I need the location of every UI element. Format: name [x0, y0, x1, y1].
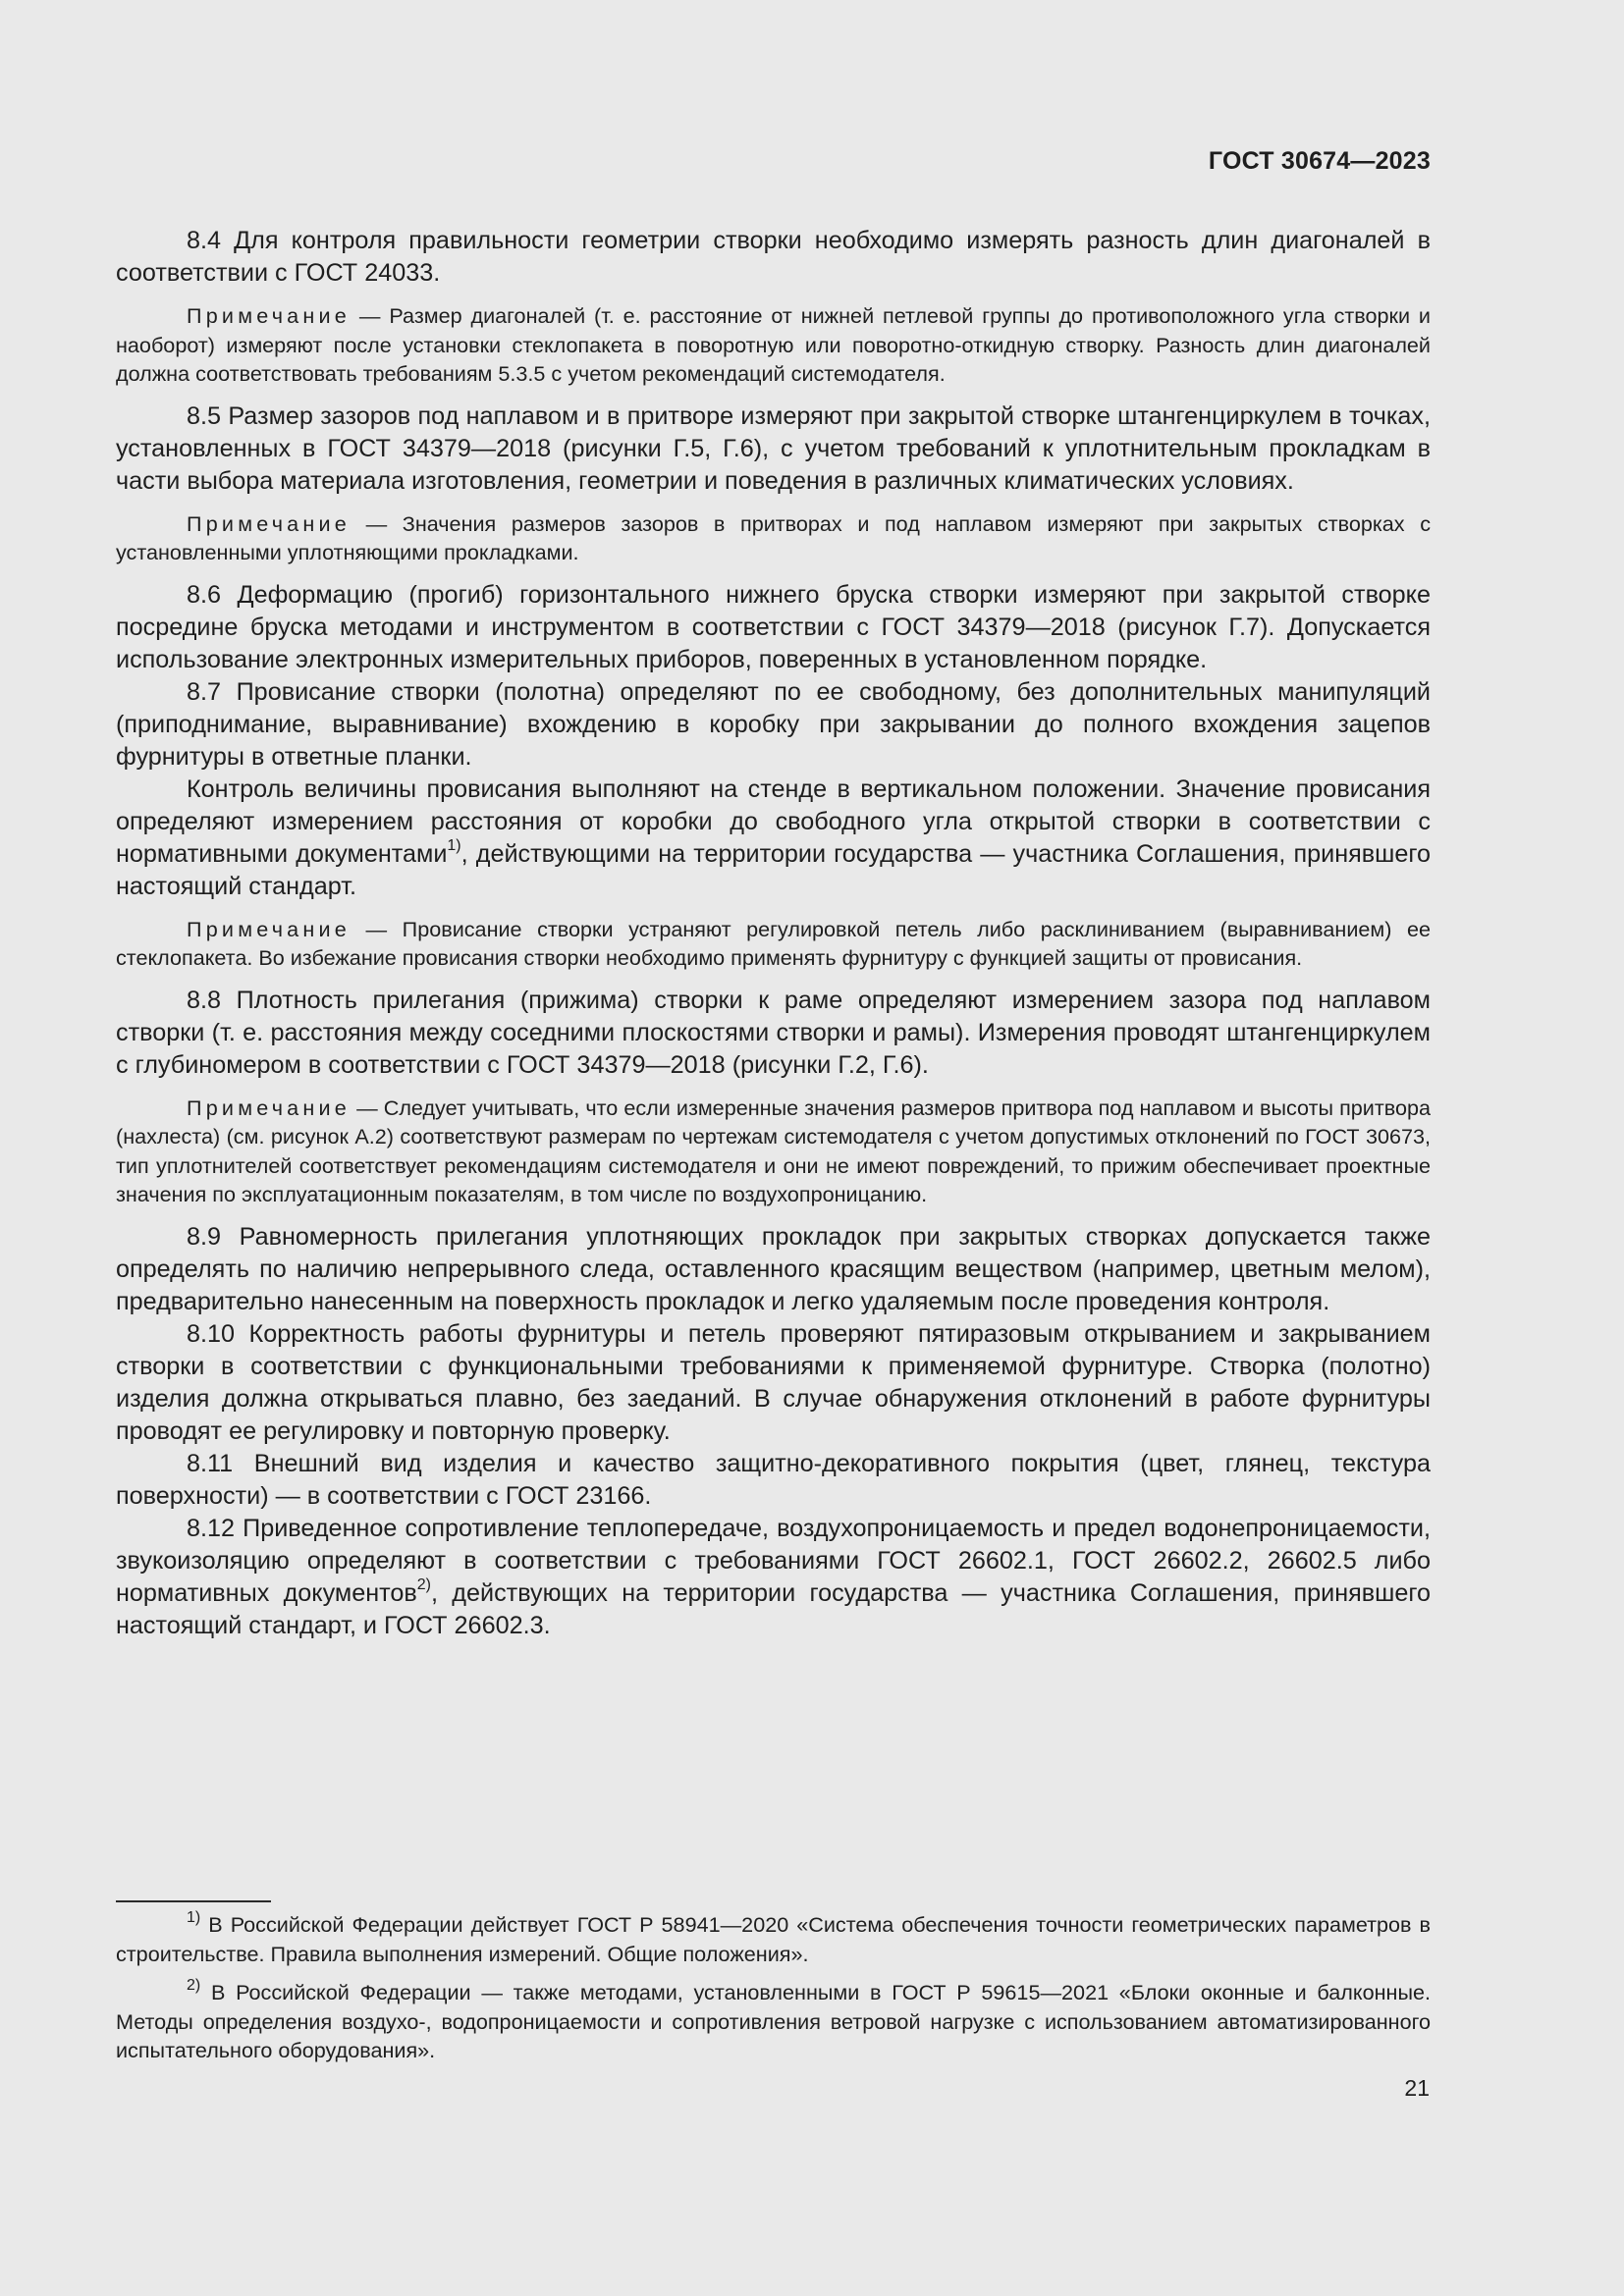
page-number: 21 — [1404, 2075, 1430, 2101]
note-text: — Размер диагоналей (т. е. расстояние от нижней петлевой группы до противоположного угла створки и наоборот) измеряют после установки стеклопакета в поворотную или поворотно-откидную створку. Разность длин диагоналей должна соответствовать требованиям 5.3.5 с учетом рекомендаций системодателя. — [116, 303, 1431, 386]
note-label: Примечание — [187, 303, 351, 328]
note-8-7 — [116, 915, 1431, 973]
paragraph-text: 8.12 Приведенное сопротивление теплопередаче, воздухопроницаемость и предел водонепроницаемости, звукоизоляцию определяют в соответствии с требованиями ГОСТ 26602.1, ГОСТ 26602.2, 26602.5 либо нормативных документов — [116, 1514, 1431, 1607]
paragraph-8-4: 8.4 Для контроля правильности геометрии створки необходимо измерять разность длин диагоналей в соответствии с ГОСТ 24033. — [116, 227, 1431, 287]
note-label: Примечание — [187, 1095, 351, 1120]
footnote-ref-1: 1) — [447, 837, 461, 855]
note-text: — Следует учитывать, что если измеренные значения размеров притвора под наплавом и высоты притвора (нахлеста) (см. рисунок А.2) соответствуют размерам по чертежам системодателя с учетом допустимых отклонений по ГОСТ 30673, тип уплотнителей соответствует рекомендациям системодателя и они не имеют повреждений, то прижим обеспечивает проектные значения по эксплуатационным показателям, в том числе по воздухопроницанию. — [116, 1095, 1431, 1206]
note-8-4 — [116, 301, 1431, 389]
main-content — [116, 225, 1431, 1642]
note-8-8 — [116, 1094, 1431, 1209]
paragraph-8-12 — [116, 1513, 1431, 1642]
footnote-text: В Российской Федерации — также методами, установленными в ГОСТ Р 59615—2021 «Блоки оконные и балконные. Методы определения воздухо-, водопроницаемости и сопротивления ветровой нагрузке с использованием автоматизированного испытательного оборудования». — [116, 1980, 1431, 2062]
paragraph-8-7-continued — [116, 774, 1431, 903]
footnote-ref-2: 2) — [416, 1576, 432, 1594]
footnote-mark-1: 1) — [187, 1908, 201, 1926]
footnotes — [116, 1900, 1431, 2065]
footnote-text: В Российской Федерации действует ГОСТ Р 58941—2020 «Система обеспечения точности геометрических параметров в строительстве. Правила выполнения измерений. Общие положения». — [116, 1912, 1431, 1966]
paragraph-text: , действующих на территории государства — участника Соглашения, принявшего настоящий стандарт, и ГОСТ 26602.3. — [116, 1578, 1432, 1639]
paragraph-text: , действующими на территории государства — участника Соглашения, принявшего настоящий стандарт. — [116, 839, 1432, 900]
paragraph-8-7: 8.7 Провисание створки (полотна) определяют по ее свободному, без дополнительных манипуляций (приподнимание, выравнивание) вхождению в коробку при закрывании до полного вхождения зацепов фурнитуры в ответные планки. — [116, 677, 1431, 771]
paragraph-8-6: 8.6 Деформацию (прогиб) горизонтального нижнего бруска створки измеряют при закрытой створке посредине бруска методами и инструментом в соответствии с ГОСТ 34379—2018 (рисунок Г.7). Допускается использование электронных измерительных приборов, поверенных в установленном порядке. — [116, 580, 1431, 673]
footnote-1 — [116, 1910, 1431, 1968]
paragraph-8-9: 8.9 Равномерность прилегания уплотняющих прокладок при закрытых створках допускается также определять по наличию непрерывного следа, оставленного красящим веществом (например, цветным мелом), предварительно нанесенным на поверхность прокладок и легко удаляемым после проведения контроля. — [116, 1222, 1431, 1315]
paragraph-8-10: 8.10 Корректность работы фурнитуры и петель проверяют пятиразовым открыванием и закрыванием створки в соответствии с функциональными требованиями к применяемой фурнитуре. Створка (полотно) изделия должна открываться плавно, без заеданий. В случае обнаружения отклонений в работе фурнитуры проводят ее регулировку и повторную проверку. — [116, 1319, 1431, 1445]
note-label: Примечание — [187, 510, 351, 536]
document-code-header: ГОСТ 30674—2023 — [1208, 147, 1431, 175]
paragraph-8-8: 8.8 Плотность прилегания (прижима) створки к раме определяют измерением зазора под наплавом створки (т. е. расстояния между соседними плоскостями створки и рамы). Измерения проводят штангенциркулем с глубиномером в соответствии с ГОСТ 34379—2018 (рисунки Г.2, Г.6). — [116, 986, 1431, 1079]
footnote-mark-2: 2) — [187, 1976, 201, 1994]
paragraph-text: Контроль величины провисания выполняют на стенде в вертикальном положении. Значение провисания определяют измерением расстояния от коробки до свободного угла открытой створки в соответствии с нормативными документами — [116, 774, 1431, 868]
footnote-divider — [116, 1900, 271, 1902]
paragraph-8-11: 8.11 Внешний вид изделия и качество защитно-декоративного покрытия (цвет, глянец, текстура поверхности) — в соответствии с ГОСТ 23166. — [116, 1449, 1431, 1510]
note-text: — Значения размеров зазоров в притворах и под наплавом измеряют при закрытых створках с установленными уплотняющими прокладками. — [116, 510, 1431, 564]
paragraph-8-5: 8.5 Размер зазоров под наплавом и в притворе измеряют при закрытой створке штангенциркулем в точках, установленных в ГОСТ 34379—2018 (рисунки Г.5, Г.6), с учетом требований к уплотнительным прокладкам в части выбора материала изготовления, геометрии и поведения в различных климатических условиях. — [116, 401, 1431, 495]
note-label: Примечание — [187, 916, 351, 941]
note-text: — Провисание створки устраняют регулировкой петель либо расклиниванием (выравниванием) ее стеклопакета. Во избежание провисания створки необходимо применять фурнитуру с функцией защиты от провисания. — [116, 916, 1431, 970]
footnote-2 — [116, 1978, 1431, 2065]
note-8-5 — [116, 509, 1431, 567]
